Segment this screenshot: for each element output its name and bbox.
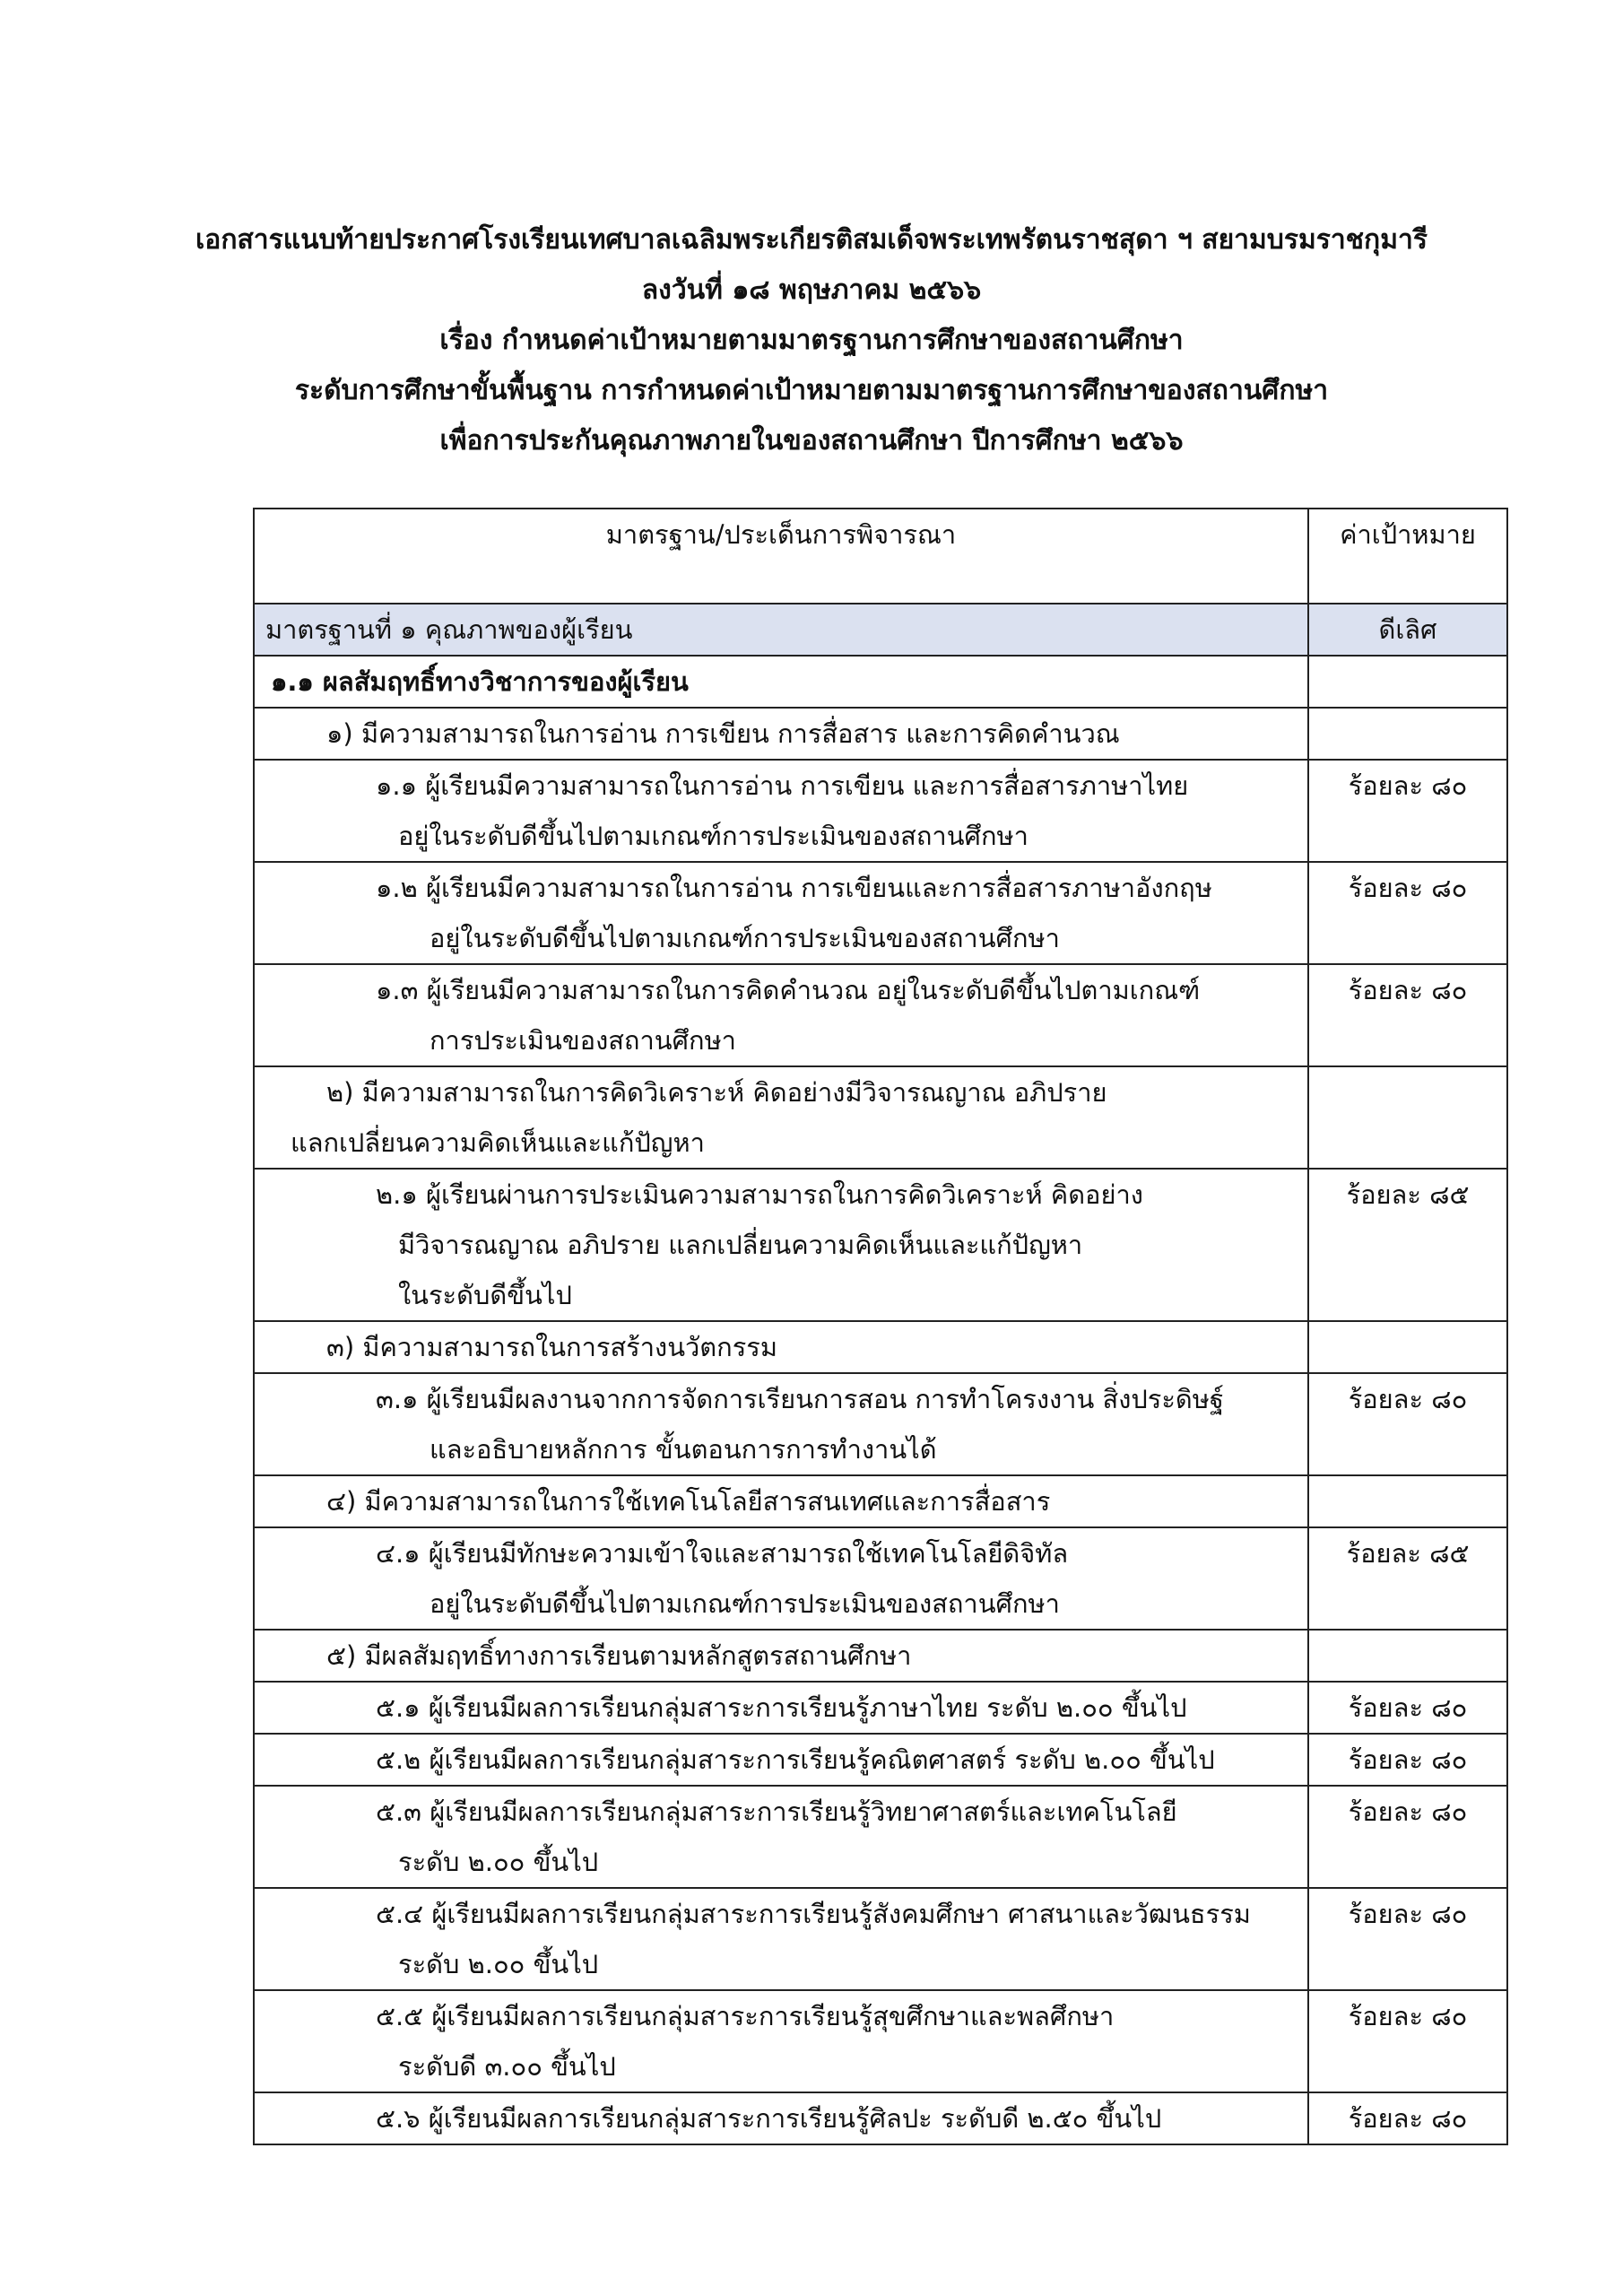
target-cell	[1308, 1475, 1507, 1527]
table-row	[254, 1169, 1507, 1321]
table-row	[254, 1888, 1507, 1990]
standard-row	[254, 604, 1507, 656]
item-text	[254, 760, 1308, 862]
target-cell: ร้อยละ ๘๐	[1308, 1786, 1507, 1888]
target-cell: ร้อยละ ๘๐	[1308, 2092, 1507, 2144]
item-title: ๑) มีความสามารถในการอ่าน การเขียน การสื่อสาร และการคิดคำนวณ	[254, 708, 1308, 760]
item-line: ๒) มีความสามารถในการคิดวิเคราะห์ คิดอย่างมีวิจารณญาณ อภิปราย	[326, 1077, 1107, 1108]
table-row	[254, 1373, 1507, 1475]
item-title	[254, 1066, 1308, 1169]
standards-table	[253, 508, 1508, 2145]
item-line: ๕.๒ ผู้เรียนมีผลการเรียนกลุ่มสาระการเรียนรู้คณิตศาสตร์ ระดับ ๒.๐๐ ขึ้นไป	[376, 1744, 1215, 1775]
item-line: แลกเปลี่ยนความคิดเห็นและแก้ปัญหา	[291, 1127, 705, 1158]
item-line: ๕.๑ ผู้เรียนมีผลการเรียนกลุ่มสาระการเรียนรู้ภาษาไทย ระดับ ๒.๐๐ ขึ้นไป	[376, 1692, 1187, 1723]
item-line: และอธิบายหลักการ ขั้นตอนการการทำงานได้	[430, 1434, 937, 1465]
item-title: ๕) มีผลสัมฤทธิ์ทางการเรียนตามหลักสูตรสถานศึกษา	[254, 1630, 1308, 1682]
target-cell: ร้อยละ ๘๐	[1308, 862, 1507, 964]
item-line: ๓.๑ ผู้เรียนมีผลงานจากการจัดการเรียนการสอน การทำโครงงาน สิ่งประดิษฐ์	[376, 1384, 1224, 1414]
item-text	[254, 1786, 1308, 1888]
item-text	[254, 964, 1308, 1066]
item-line: มีวิจารณญาณ อภิปราย แลกเปลี่ยนความคิดเห็นและแก้ปัญหา	[398, 1230, 1083, 1260]
header-line-4: ระดับการศึกษาขั้นพื้นฐาน การกำหนดค่าเป้าหมายตามมาตรฐานการศึกษาของสถานศึกษา	[294, 375, 1329, 406]
item-line: ๕.๕ ผู้เรียนมีผลการเรียนกลุ่มสาระการเรียนรู้สุขศึกษาและพลศึกษา	[376, 2001, 1115, 2031]
item-text	[254, 1682, 1308, 1734]
item-text	[254, 1888, 1308, 1990]
target-cell: ร้อยละ ๘๐	[1308, 760, 1507, 862]
target-cell: ร้อยละ ๘๐	[1308, 1373, 1507, 1475]
item-line: ระดับ ๒.๐๐ ขึ้นไป	[398, 1949, 599, 1979]
item-line: การประเมินของสถานศึกษา	[430, 1025, 736, 1056]
target-cell	[1308, 1321, 1507, 1373]
item-line: ๕.๔ ผู้เรียนมีผลการเรียนกลุ่มสาระการเรียนรู้สังคมศึกษา ศาสนาและวัฒนธรรม	[376, 1899, 1251, 1929]
item-line: ในระดับดีขึ้นไป	[398, 1280, 572, 1310]
header-line-3: เรื่อง กำหนดค่าเป้าหมายตามมาตรฐานการศึกษาของสถานศึกษา	[439, 325, 1184, 356]
table-row	[254, 964, 1507, 1066]
table-row	[254, 1786, 1507, 1888]
item-line: ๑.๒ ผู้เรียนมีความสามารถในการอ่าน การเขียนและการสื่อสารภาษาอังกฤษ	[376, 873, 1212, 903]
column-header-target: ค่าเป้าหมาย	[1308, 509, 1507, 604]
item-line: ระดับดี ๓.๐๐ ขึ้นไป	[398, 2051, 616, 2082]
target-cell: ร้อยละ ๘๐	[1308, 1734, 1507, 1786]
item-line: ๔.๑ ผู้เรียนมีทักษะความเข้าใจและสามารถใช้เทคโนโลยีดิจิทัล	[376, 1538, 1069, 1569]
table-row	[254, 1682, 1507, 1734]
item-text	[254, 2092, 1308, 2144]
target-cell	[1308, 1630, 1507, 1682]
table-header-row	[254, 509, 1507, 604]
item-line: ๒.๑ ผู้เรียนผ่านการประเมินความสามารถในการคิดวิเคราะห์ คิดอย่าง	[376, 1179, 1143, 1210]
table-row	[254, 2092, 1507, 2144]
target-cell: ร้อยละ ๘๐	[1308, 1682, 1507, 1734]
header-line-2: ลงวันที่ ๑๘ พฤษภาคม ๒๕๖๖	[641, 274, 982, 306]
column-header-standard: มาตรฐาน/ประเด็นการพิจารณา	[254, 509, 1308, 604]
table-row	[254, 1066, 1507, 1169]
item-line: ระดับ ๒.๐๐ ขึ้นไป	[398, 1847, 599, 1877]
table-row	[254, 1527, 1507, 1630]
item-text	[254, 1373, 1308, 1475]
table-row	[254, 1475, 1507, 1527]
item-line: ๑.๑ ผู้เรียนมีความสามารถในการอ่าน การเขียน และการสื่อสารภาษาไทย	[376, 770, 1189, 801]
table-row	[254, 862, 1507, 964]
table-row	[254, 708, 1507, 760]
item-line: อยู่ในระดับดีขึ้นไปตามเกณฑ์การประเมินของสถานศึกษา	[430, 923, 1060, 953]
standard-target: ดีเลิศ	[1308, 604, 1507, 656]
item-title: ๓) มีความสามารถในการสร้างนวัตกรรม	[254, 1321, 1308, 1373]
table-row	[254, 1630, 1507, 1682]
table-row	[254, 656, 1507, 708]
item-line: ๕.๓ ผู้เรียนมีผลการเรียนกลุ่มสาระการเรียนรู้วิทยาศาสตร์และเทคโนโลยี	[376, 1796, 1177, 1827]
item-line: ๑.๓ ผู้เรียนมีความสามารถในการคิดคำนวณ อยู่ในระดับดีขึ้นไปตามเกณฑ์	[376, 975, 1201, 1005]
standard-title: มาตรฐานที่ ๑ คุณภาพของผู้เรียน	[254, 604, 1308, 656]
item-text	[254, 1169, 1308, 1321]
item-text	[254, 1734, 1308, 1786]
target-cell	[1308, 708, 1507, 760]
target-cell: ร้อยละ ๘๕	[1308, 1527, 1507, 1630]
item-title: ๔) มีความสามารถในการใช้เทคโนโลยีสารสนเทศและการสื่อสาร	[254, 1475, 1308, 1527]
target-cell: ร้อยละ ๘๕	[1308, 1169, 1507, 1321]
target-cell: ร้อยละ ๘๐	[1308, 964, 1507, 1066]
table-row	[254, 1734, 1507, 1786]
target-cell	[1308, 656, 1507, 708]
item-line: อยู่ในระดับดีขึ้นไปตามเกณฑ์การประเมินของสถานศึกษา	[430, 1588, 1060, 1619]
table-row	[254, 1321, 1507, 1373]
item-text	[254, 1990, 1308, 2092]
item-text	[254, 862, 1308, 964]
table-row	[254, 1990, 1507, 2092]
document-header	[0, 215, 1623, 466]
header-line-5: เพื่อการประกันคุณภาพภายในของสถานศึกษา ปีการศึกษา ๒๕๖๖	[439, 425, 1184, 457]
item-line: อยู่ในระดับดีขึ้นไปตามเกณฑ์การประเมินของสถานศึกษา	[398, 821, 1028, 851]
target-cell: ร้อยละ ๘๐	[1308, 1888, 1507, 1990]
target-cell: ร้อยละ ๘๐	[1308, 1990, 1507, 2092]
target-cell	[1308, 1066, 1507, 1169]
sub-standard-title: ๑.๑ ผลสัมฤทธิ์ทางวิชาการของผู้เรียน	[254, 656, 1308, 708]
item-text	[254, 1527, 1308, 1630]
header-line-1: เอกสารแนบท้ายประกาศโรงเรียนเทศบาลเฉลิมพระเกียรติสมเด็จพระเทพรัตนราชสุดา ฯ สยามบรมราชกุมารี	[195, 224, 1428, 256]
table-row	[254, 760, 1507, 862]
item-line: ๕.๖ ผู้เรียนมีผลการเรียนกลุ่มสาระการเรียนรู้ศิลปะ ระดับดี ๒.๕๐ ขึ้นไป	[376, 2103, 1162, 2134]
